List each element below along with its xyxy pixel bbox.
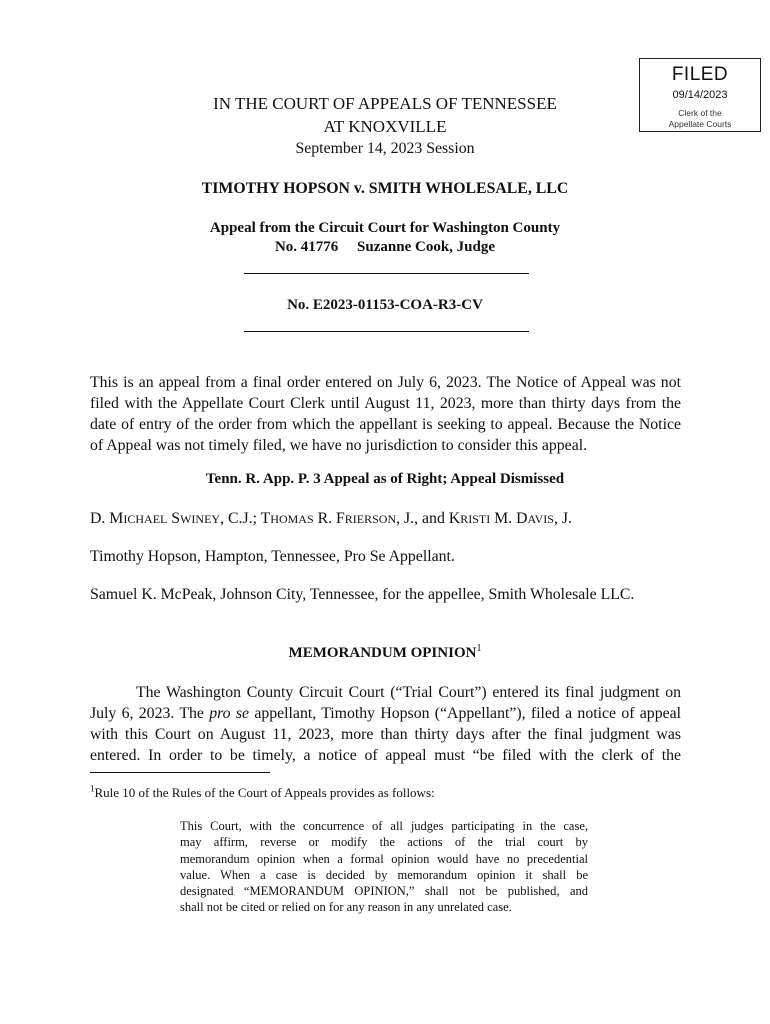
judge-text: WINEY [180,512,221,526]
filed-label: FILED [671,64,729,85]
quote-line: memorandum opinion when a formal opinion would have no precedential [180,851,588,866]
opinion-heading-text: MEMORANDUM OPINION [288,645,477,661]
judge-text: S [167,510,181,527]
judge-text: R. F [313,510,345,527]
summary-paragraph [90,372,681,456]
session-date: September 14, 2023 Session [295,140,475,157]
appellant-counsel: Timothy Hopson, Hampton, Tennessee, Pro Se Appellant. [90,548,455,565]
docket-number: No. E2023-01153-COA-R3-CV [287,297,483,313]
body-line: The Washington County Circuit Court (“Trial Court”) entered its final judgment on [136,684,681,701]
judge-text: , C.J.; T [220,510,271,527]
judge-text: D. M [90,510,124,527]
court-name: IN THE COURT OF APPEALS OF TENNESSEE [213,94,557,113]
judge-text: HOMAS [270,512,314,526]
filed-date: 09/14/2023 [672,89,728,101]
body-line: entered. In order to be timely, a notice of appeal must “be filed with the clerk of the [90,747,681,764]
judge-text: AVIS [527,512,554,526]
judge-text: , J., and K [396,510,461,527]
appeal-from-line-1: Appeal from the Circuit Court for Washington County [209,220,561,236]
judge-text: ICHAEL [123,512,168,526]
opinion-body [90,682,681,766]
footnote-divider [90,772,270,773]
judge-text: , J. [553,510,572,527]
body-line: with this Court on August 11, 2023, more than thirty days after the final judgment was [90,726,681,743]
summary-line: of Appeal was not timely filed, we have no jurisdiction to consider this appeal. [90,437,588,454]
appellee-counsel: Samuel K. McPeak, Johnson City, Tennessee, for the appellee, Smith Wholesale LLC. [90,586,635,603]
body-line [90,703,681,724]
body-text: appellant, Timothy Hopson (“Appellant”), filed a notice of appeal [249,705,682,722]
quote-line: shall not be cited or relied on for any reason in any unrelated case. [180,900,512,915]
court-location: AT KNOXVILLE [323,117,447,136]
quote-line: may affirm, reverse or modify the actions of the trial court by [180,835,588,850]
case-title: TIMOTHY HOPSON v. SMITH WHOLESALE, LLC [201,180,569,197]
summary-line: filed with the Appellate Court Clerk until August 11, 2023, more than thirty days from the [90,395,681,412]
judge-text: M. D [490,510,528,527]
opinion-heading [0,645,770,662]
summary-line: date of entry of the order from which the appellant is seeking to appeal. Because the Notice [90,416,681,433]
disposition: Tenn. R. App. P. 3 Appeal as of Right; Appeal Dismissed [205,471,565,487]
divider-top [244,273,529,274]
judge-text: RISTI [460,512,491,526]
quote-line: value. When a case is decided by memorandum opinion it shall be [180,867,588,882]
clerk-line-1: Clerk of the [678,108,722,118]
footnote [90,785,435,801]
body-italic: pro se [209,705,250,722]
clerk-line-2: Appellate Courts [668,119,732,129]
footnote-text: Rule 10 of the Rules of the Court of Appeals provides as follows: [94,785,435,800]
footnote-mark: 1 [90,783,95,794]
summary-line: This is an appeal from a final order entered on July 6, 2023. The Notice of Appeal was not [90,374,681,391]
judge-text: RIERSON [344,512,397,526]
quote-line: designated “MEMORANDUM OPINION,” shall not be published, and [180,884,588,899]
appeal-from-line-2: No. 41776 Suzanne Cook, Judge [274,239,496,255]
footnote-quote [180,818,588,916]
footnote-reference: 1 [476,643,482,654]
judges-line [90,510,572,528]
quote-line: This Court, with the concurrence of all judges participating in the case, [180,819,588,833]
body-text: July 6, 2023. The [90,705,210,722]
divider-bottom [244,331,529,332]
